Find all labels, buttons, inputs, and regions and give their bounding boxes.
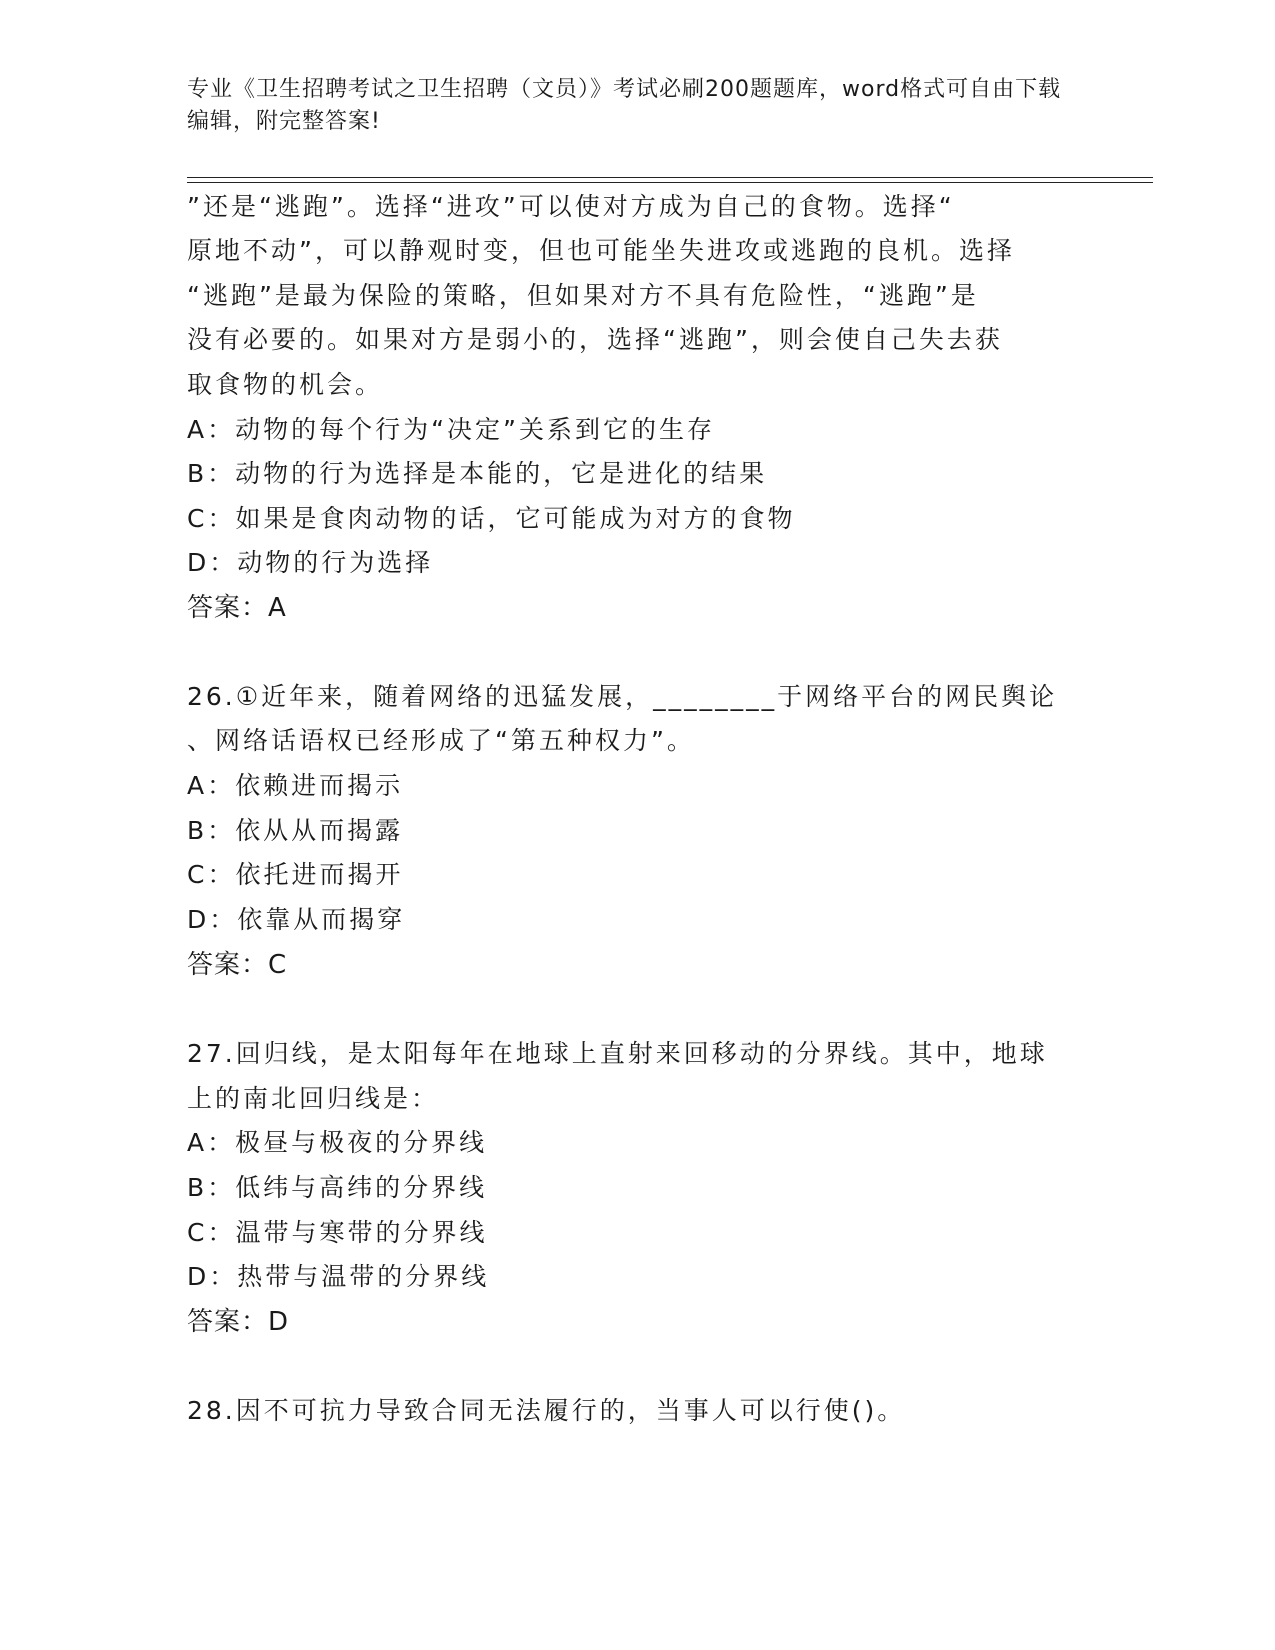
header-divider-bottom bbox=[187, 182, 1153, 183]
question-26-answer: 答案：C bbox=[187, 950, 288, 980]
question-26-stem-line: 、网络话语权已经形成了“第五种权力”。 bbox=[187, 726, 695, 755]
question-26-option-a: A：依赖进而揭示 bbox=[187, 771, 404, 800]
question-25-option-c: C：如果是食肉动物的话，它可能成为对方的食物 bbox=[187, 504, 796, 533]
question-27-option-d: D：热带与温带的分界线 bbox=[187, 1262, 490, 1291]
question-26-option-d: D：依靠从而揭穿 bbox=[187, 905, 406, 934]
document-header: 专业《卫生招聘考试之卫生招聘（文员）》考试必刷200题题库，word格式可自由下载编辑，附完整答案! bbox=[187, 77, 1062, 134]
question-25-option-b: B：动物的行为选择是本能的，它是进化的结果 bbox=[187, 459, 768, 488]
question-26-option-b: B：依从从而揭露 bbox=[187, 816, 404, 845]
question-25-answer: 答案：A bbox=[187, 593, 287, 623]
question-25-option-d: D：动物的行为选择 bbox=[187, 548, 434, 577]
question-25-passage-line: 取食物的机会。 bbox=[187, 370, 384, 399]
question-28-stem-line: 28.因不可抗力导致合同无法履行的，当事人可以行使()。 bbox=[187, 1396, 906, 1425]
question-25-passage-line: 原地不动”，可以静观时变，但也可能坐失进攻或逃跑的良机。选择 bbox=[187, 236, 1015, 265]
question-26-stem-line: 26.①近年来，随着网络的迅猛发展，________于网络平台的网民舆论 bbox=[187, 682, 1058, 711]
question-27-option-c: C：温带与寒带的分界线 bbox=[187, 1218, 488, 1247]
header-divider-top bbox=[187, 177, 1153, 178]
question-25-passage-line: ”还是“逃跑”。选择“进攻”可以使对方成为自己的食物。选择“ bbox=[187, 192, 955, 221]
question-27-stem-line: 上的南北回归线是： bbox=[187, 1084, 440, 1113]
question-27-stem-line: 27.回归线，是太阳每年在地球上直射来回移动的分界线。其中，地球 bbox=[187, 1039, 1048, 1068]
question-27-answer: 答案：D bbox=[187, 1307, 290, 1337]
question-25-passage-line: 没有必要的。如果对方是弱小的，选择“逃跑”，则会使自己失去获 bbox=[187, 325, 1003, 354]
question-26-option-c: C：依托进而揭开 bbox=[187, 860, 404, 889]
question-27-option-b: B：低纬与高纬的分界线 bbox=[187, 1173, 488, 1202]
question-25-option-a: A：动物的每个行为“决定”关系到它的生存 bbox=[187, 415, 716, 444]
question-25-passage-line: “逃跑”是最为保险的策略，但如果对方不具有危险性，“逃跑”是 bbox=[187, 281, 979, 310]
question-27-option-a: A：极昼与极夜的分界线 bbox=[187, 1128, 488, 1157]
